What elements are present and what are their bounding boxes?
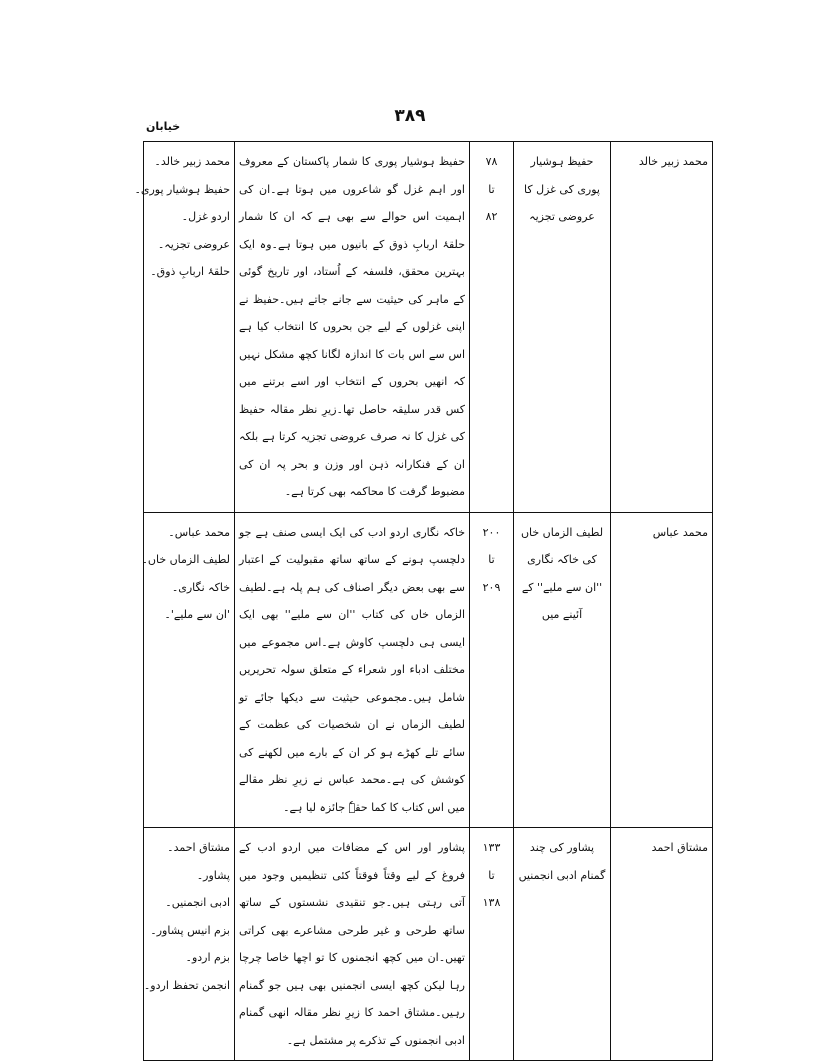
title-cell: پشاور کی چند گمنام ادبی انجمنیں (514, 828, 611, 1061)
author-cell: محمد عباس (611, 512, 713, 828)
keyword: 'ان سے ملیے'۔ (164, 608, 230, 621)
keywords-cell (144, 828, 235, 1061)
keyword: ادبی انجمنیں۔ (165, 896, 230, 909)
keyword: پشاور۔ (196, 868, 230, 882)
page-end: ۲۰۹ (482, 580, 501, 594)
keyword: بزم انیس پشاور۔ (150, 923, 230, 937)
table-row (144, 142, 713, 513)
author-cell: مشتاق احمد (611, 828, 713, 1061)
keyword: لطیف الزماں خاں۔ (141, 553, 230, 566)
abstract-cell: خاکہ نگاری اردو ادب کی ایک ایسی صنف ہے جو دلچسپ ہونے کے ساتھ ساتھ مقبولیت کے اعتبار سے بھی بعض دیگر اصناف کی ہم پلہ ہے۔لطیف الزماں خاں کی کتاب ''ان سے ملیے'' بھی ایک ایسی ہی دلچسپ کاوش ہے۔اس مجموعے میں مختلف ادباء اور شعراء کے متعلق سولہ تحریریں شامل ہیں۔مجموعی حیثیت سے دیکھا جائے تو لطیف الزماں نے ان شخصیات کی عظمت کے سائے تلے کھڑے ہو کر ان کے بارے میں لکھنے کی کوشش کی ہے۔محمد عباس نے زیرِ نظر مقالے میں اس کتاب کا کما حقہٗ جائزہ لیا ہے۔ (235, 512, 470, 828)
table-row (144, 828, 713, 1061)
page-number: ۳۸۹ (394, 106, 426, 126)
page-separator: تا (488, 182, 495, 196)
keyword: بزم اردو۔ (185, 951, 230, 964)
keyword: محمد عباس۔ (168, 525, 230, 539)
pages-cell (470, 512, 514, 828)
keywords-cell (134, 142, 235, 513)
page-separator: تا (488, 868, 495, 882)
author-cell: محمد زبیر خالد (611, 142, 713, 513)
article-index-table (134, 141, 713, 1061)
page-separator: تا (488, 553, 495, 566)
keywords-cell (141, 512, 235, 828)
abstract-cell: حفیظ ہوشیار پوری کا شمار پاکستان کے معروف اور اہم غزل گو شاعروں میں ہوتا ہے۔ان کی اہمیت اس حوالے سے بھی ہے کہ ان کا شمار حلقۂ اربابِ ذوق کے بانیوں میں ہوتا ہے۔وہ ایک بہترین محقق، فلسفہ کے اُستاد، اور تاریخ گوئی کے ماہر کی حیثیت سے جانے جاتے ہیں۔حفیظ نے اپنی غزلوں کے لیے جن بحروں کا انتخاب کیا ہے اس سے اس بات کا اندازہ لگانا کچھ مشکل نہیں کہ انھیں بحروں کے انتخاب اور اسے برتنے میں کس قدر سلیقہ حاصل تھا۔زیرِ نظر مقالہ حفیظ کی غزل کا نہ صرف عروضی تجزیہ کرتا ہے بلکہ ان کے فنکارانہ ذہن اور وزن و بحر پہ ان کی مضبوط گرفت کا محاکمہ بھی کرتا ہے۔ (235, 142, 470, 513)
keyword: خاکہ نگاری۔ (171, 580, 230, 594)
keyword: محمد زبیر خالد۔ (154, 155, 230, 168)
keyword: مشتاق احمد۔ (167, 841, 230, 854)
abstract-cell: پشاور اور اس کے مضافات میں اردو ادب کے فروغ کے لیے وقتاً فوقتاً کئی تنظیمیں وجود میں آتی رہتی ہیں۔جو تنقیدی نشستوں کے ساتھ ساتھ طرحی و غیر طرحی مشاعرے بھی کراتی تھیں۔ان میں کچھ انجمنوں کا تو اچھا خاصا چرچا رہا لیکن کچھ ایسی انجمنیں بھی ہیں جو گمنام رہیں۔مشتاق احمد کا زیرِ نظر مقالہ انھی گمنام ادبی انجمنوں کے تذکرے پر مشتمل ہے۔ (235, 828, 470, 1061)
keyword: حلقۂ اربابِ ذوق۔ (150, 265, 230, 278)
pages-cell (470, 828, 514, 1061)
title-cell: لطیف الزماں خاں کی خاکہ نگاری ''ان سے ملیے'' کے آئینے میں (514, 512, 611, 828)
pages-cell (470, 142, 514, 513)
table-row (144, 512, 713, 828)
keyword: اردو غزل۔ (181, 210, 230, 223)
title-cell: حفیظ ہوشیار پوری کی غزل کا عروضی تجزیہ (514, 142, 611, 513)
page-end: ۸۲ (485, 210, 498, 223)
keyword: انجمن تحفظ اردو۔ (143, 978, 230, 992)
keyword: عروضی تجزیہ۔ (157, 237, 230, 251)
running-head: خیابان (146, 120, 181, 133)
page-start: ۲۰۰ (482, 525, 501, 539)
page-start: ۱۳۳ (482, 841, 501, 854)
keyword: حفیظ ہوشیار پوری۔ (134, 182, 230, 196)
page-start: ۷۸ (485, 155, 498, 168)
page-end: ۱۳۸ (482, 896, 501, 909)
